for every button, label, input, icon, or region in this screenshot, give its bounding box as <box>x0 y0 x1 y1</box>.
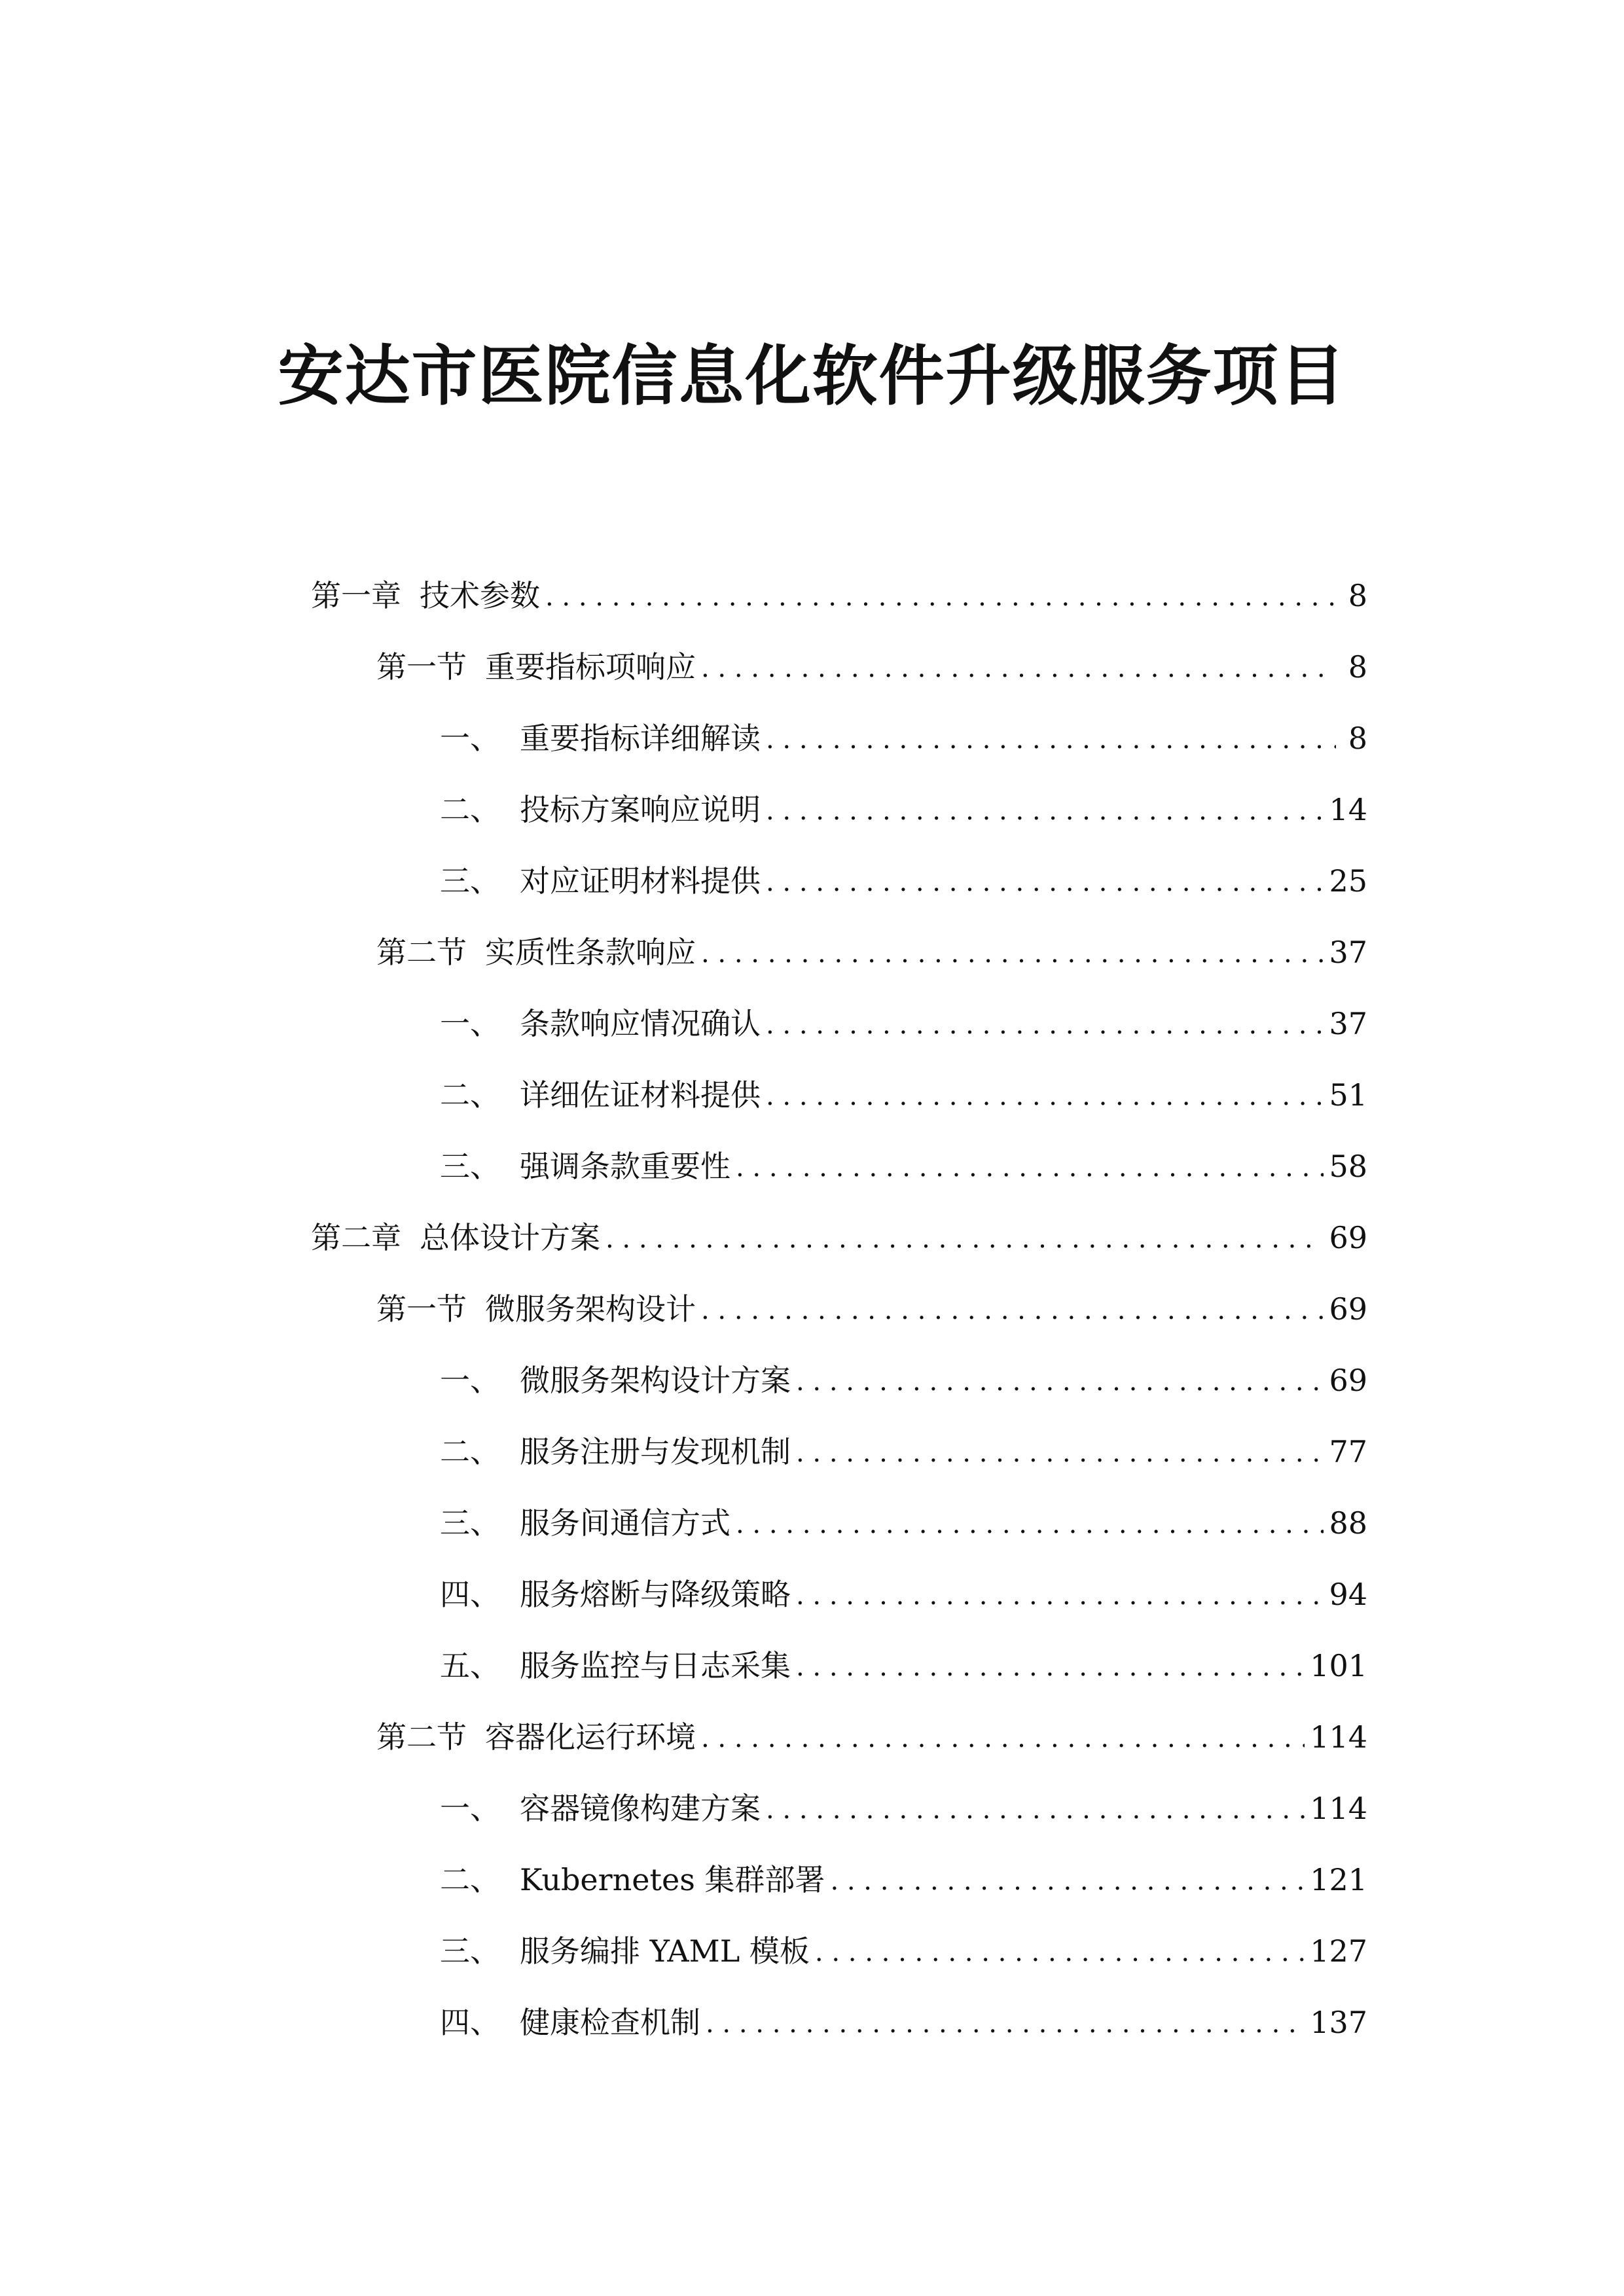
toc-entry-label: 健康检查机制 <box>520 2005 700 2040</box>
toc-entry-page: 121 <box>1310 1862 1367 1897</box>
toc-entry-number: 二、 <box>440 1434 500 1469</box>
toc-entry[interactable] <box>440 1419 1367 1471</box>
toc-dot-leader <box>766 1007 1324 1043</box>
toc-entry-number: 第一节 <box>376 1291 467 1327</box>
toc-entry-number: 二、 <box>440 1862 500 1897</box>
toc-entry-number: 四、 <box>440 1577 500 1612</box>
toc-entry[interactable] <box>311 1205 1367 1257</box>
toc-dot-leader <box>736 1506 1324 1543</box>
toc-dot-leader <box>701 1720 1305 1757</box>
toc-entry-number: 第一节 <box>376 649 467 685</box>
toc-entry-page: 25 <box>1329 863 1367 899</box>
toc-entry-number: 第一章 <box>311 578 401 613</box>
toc-dot-leader <box>701 935 1324 972</box>
toc-entry-page: 77 <box>1329 1434 1367 1469</box>
toc-entry-number: 三、 <box>440 863 500 899</box>
toc-entry-label: 重要指标项响应 <box>485 649 696 685</box>
toc-entry[interactable] <box>376 1276 1367 1329</box>
toc-entry[interactable] <box>376 920 1367 972</box>
toc-entry[interactable] <box>440 1134 1367 1186</box>
toc-dot-leader <box>545 579 1336 615</box>
toc-dot-leader <box>605 1221 1324 1257</box>
toc-entry[interactable] <box>440 1990 1367 2042</box>
toc-entry-number: 三、 <box>440 1933 500 1969</box>
toc-entry-page: 37 <box>1329 935 1367 970</box>
toc-entry[interactable] <box>440 991 1367 1043</box>
toc-entry-page: 8 <box>1348 721 1367 756</box>
toc-entry-number: 三、 <box>440 1505 500 1541</box>
toc-entry-label: 条款响应情况确认 <box>520 1006 761 1041</box>
toc-entry[interactable] <box>440 1062 1367 1115</box>
toc-entry-page: 88 <box>1329 1505 1367 1541</box>
toc-dot-leader <box>766 793 1324 829</box>
toc-entry-label: 强调条款重要性 <box>520 1149 731 1184</box>
toc-dot-leader <box>766 721 1336 758</box>
toc-entry-number: 四、 <box>440 2005 500 2040</box>
toc-entry-label: 微服务架构设计 <box>485 1291 696 1327</box>
toc-dot-leader <box>830 1863 1305 1899</box>
toc-entry[interactable] <box>440 1633 1367 1685</box>
toc-entry-label: 对应证明材料提供 <box>520 863 761 899</box>
toc-entry-page: 14 <box>1329 792 1367 827</box>
toc-entry[interactable] <box>440 706 1367 758</box>
toc-entry-number: 第二节 <box>376 1719 467 1755</box>
toc-entry-number: 二、 <box>440 792 500 827</box>
toc-entry-label: 容器化运行环境 <box>485 1719 696 1755</box>
toc-entry-page: 114 <box>1310 1719 1367 1755</box>
toc-entry-page: 69 <box>1329 1291 1367 1327</box>
toc-entry-number: 一、 <box>440 1363 500 1398</box>
toc-entry-label: 微服务架构设计方案 <box>520 1363 791 1398</box>
toc-entry-label: 投标方案响应说明 <box>520 792 761 827</box>
toc-entry[interactable] <box>440 1348 1367 1400</box>
toc-entry-label: 技术参数 <box>420 578 540 613</box>
toc-entry-number: 一、 <box>440 721 500 756</box>
toc-entry-page: 69 <box>1329 1363 1367 1398</box>
toc-dot-leader <box>796 1435 1324 1471</box>
toc-dot-leader <box>766 1791 1305 1828</box>
toc-entry-page: 137 <box>1310 2005 1367 2040</box>
toc-entry-page: 101 <box>1310 1648 1367 1683</box>
toc-entry[interactable] <box>311 563 1367 615</box>
toc-dot-leader <box>706 2005 1305 2042</box>
toc-entry-page: 8 <box>1348 649 1367 685</box>
toc-dot-leader <box>796 1577 1324 1614</box>
toc-dot-leader <box>701 1292 1324 1329</box>
toc-dot-leader <box>766 1078 1324 1115</box>
toc-entry-number: 五、 <box>440 1648 500 1683</box>
document-title: 安达市医院信息化软件升级服务项目 <box>278 338 1346 414</box>
toc-entry[interactable] <box>440 1776 1367 1828</box>
toc-entry-label: 服务编排 YAML 模板 <box>520 1933 810 1969</box>
toc-entry[interactable] <box>440 1490 1367 1543</box>
toc-dot-leader <box>796 1363 1324 1400</box>
toc-dot-leader <box>815 1934 1305 1971</box>
toc-dot-leader <box>736 1149 1324 1186</box>
toc-entry-page: 8 <box>1348 578 1367 613</box>
toc-entry-page: 51 <box>1329 1077 1367 1113</box>
toc-entry[interactable] <box>376 634 1367 687</box>
toc-entry[interactable] <box>440 1918 1367 1971</box>
toc-entry-page: 58 <box>1329 1149 1367 1184</box>
toc-entry[interactable] <box>440 848 1367 901</box>
toc-entry-page: 127 <box>1310 1933 1367 1969</box>
toc-entry-number: 第二章 <box>311 1220 401 1255</box>
toc-entry-label: 服务熔断与降级策略 <box>520 1577 791 1612</box>
toc-entry-label: 服务间通信方式 <box>520 1505 731 1541</box>
toc-entry-number: 三、 <box>440 1149 500 1184</box>
toc-entry-label: 服务注册与发现机制 <box>520 1434 791 1469</box>
toc-entry-number: 第二节 <box>376 935 467 970</box>
toc-entry-page: 69 <box>1329 1220 1367 1255</box>
toc-entry-label: 服务监控与日志采集 <box>520 1648 791 1683</box>
toc-dot-leader <box>701 650 1336 687</box>
toc-entry-label: 总体设计方案 <box>420 1220 600 1255</box>
toc-entry-label: Kubernetes 集群部署 <box>520 1862 825 1897</box>
toc-entry-page: 94 <box>1329 1577 1367 1612</box>
toc-entry-number: 二、 <box>440 1077 500 1113</box>
toc-dot-leader <box>766 864 1324 901</box>
toc-entry[interactable] <box>440 1847 1367 1899</box>
toc-entry-label: 详细佐证材料提供 <box>520 1077 761 1113</box>
toc-entry-label: 容器镜像构建方案 <box>520 1791 761 1826</box>
toc-entry[interactable] <box>440 1562 1367 1614</box>
toc-entry[interactable] <box>440 777 1367 829</box>
toc-entry-page: 37 <box>1329 1006 1367 1041</box>
toc-entry-label: 实质性条款响应 <box>485 935 696 970</box>
toc-entry[interactable] <box>376 1704 1367 1757</box>
toc-dot-leader <box>796 1649 1305 1685</box>
toc-entry-label: 重要指标详细解读 <box>520 721 761 756</box>
toc-entry-number: 一、 <box>440 1791 500 1826</box>
toc-entry-number: 一、 <box>440 1006 500 1041</box>
toc-entry-page: 114 <box>1310 1791 1367 1826</box>
